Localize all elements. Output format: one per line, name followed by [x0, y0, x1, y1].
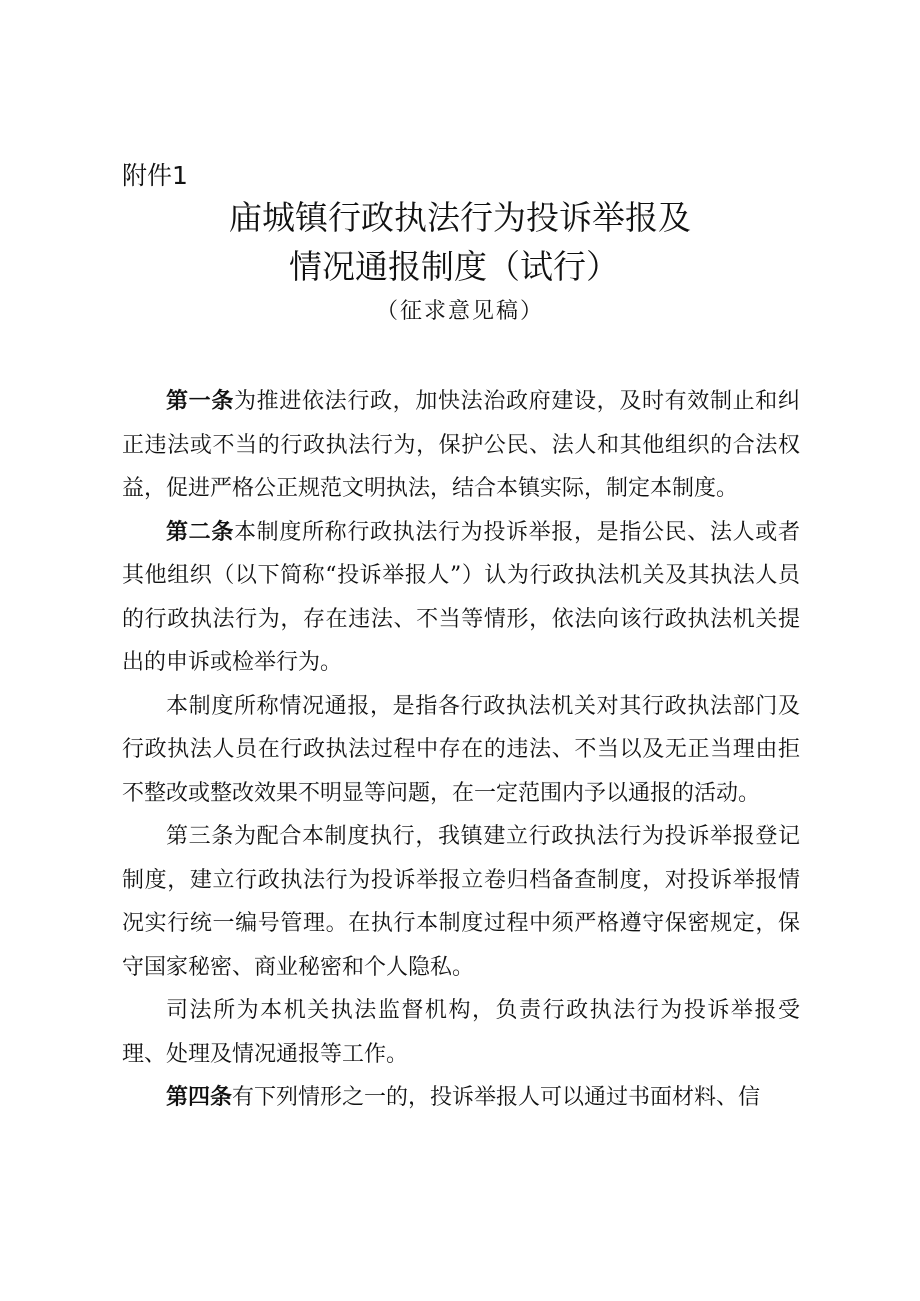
paragraph-article-4 [122, 1076, 800, 1120]
article-number: 第二条 [166, 519, 234, 545]
paragraph-notification-definition [122, 685, 800, 816]
document-title-line-1: 庙城镇行政执法行为投诉举报及 [229, 198, 691, 237]
document-body [122, 380, 800, 1120]
attachment-label: 附件1 [122, 161, 188, 190]
document-subtitle: （征求意见稿） [375, 299, 544, 324]
article-number: 第四条 [166, 1085, 233, 1110]
paragraph-text: 司法所为本机关执法监督机构，负责行政执法行为投诉举报受理、处理及情况通报等工作。 [122, 998, 800, 1067]
paragraph-text: 第三条为配合本制度执行，我镇建立行政执法行为投诉举报登记制度，建立行政执法行为投诉举报立卷归档备查制度，对投诉举报情况实行统一编号管理。在执行本制度过程中须严格遵守保密规定，保守国家秘密、商业秘密和个人隐私。 [122, 824, 800, 980]
article-number: 第一条 [166, 389, 234, 414]
paragraph-text: 本制度所称情况通报，是指各行政执法机关对其行政执法部门及行政执法人员在行政执法过程中存在的违法、不当以及无正当理由拒不整改或整改效果不明显等问题，在一定范围内予以通报的活动。 [122, 693, 800, 806]
paragraph-article-1 [122, 380, 800, 511]
paragraph-text: 有下列情形之一的，投诉举报人可以通过书面材料、信 [232, 1085, 761, 1110]
paragraph-text: 本制度所称行政执法行为投诉举报，是指公民、法人或者其他组织（以下简称“投诉举报人”）认为行政执法机关及其执法人员的行政执法行为，存在违法、不当等情形，依法向该行政执法机关提出的申诉或检举行为。 [122, 519, 800, 675]
paragraph-text: 为推进依法行政，加快法治政府建设，及时有效制止和纠正违法或不当的行政执法行为，保护公民、法人和其他组织的合法权益，促进严格公正规范文明执法，结合本镇实际，制定本制度。 [122, 389, 800, 501]
paragraph-judicial-office [122, 989, 800, 1076]
paragraph-article-3 [122, 815, 800, 989]
paragraph-article-2 [122, 511, 800, 685]
document-title-line-2: 情况通报制度（试行） [289, 247, 619, 286]
